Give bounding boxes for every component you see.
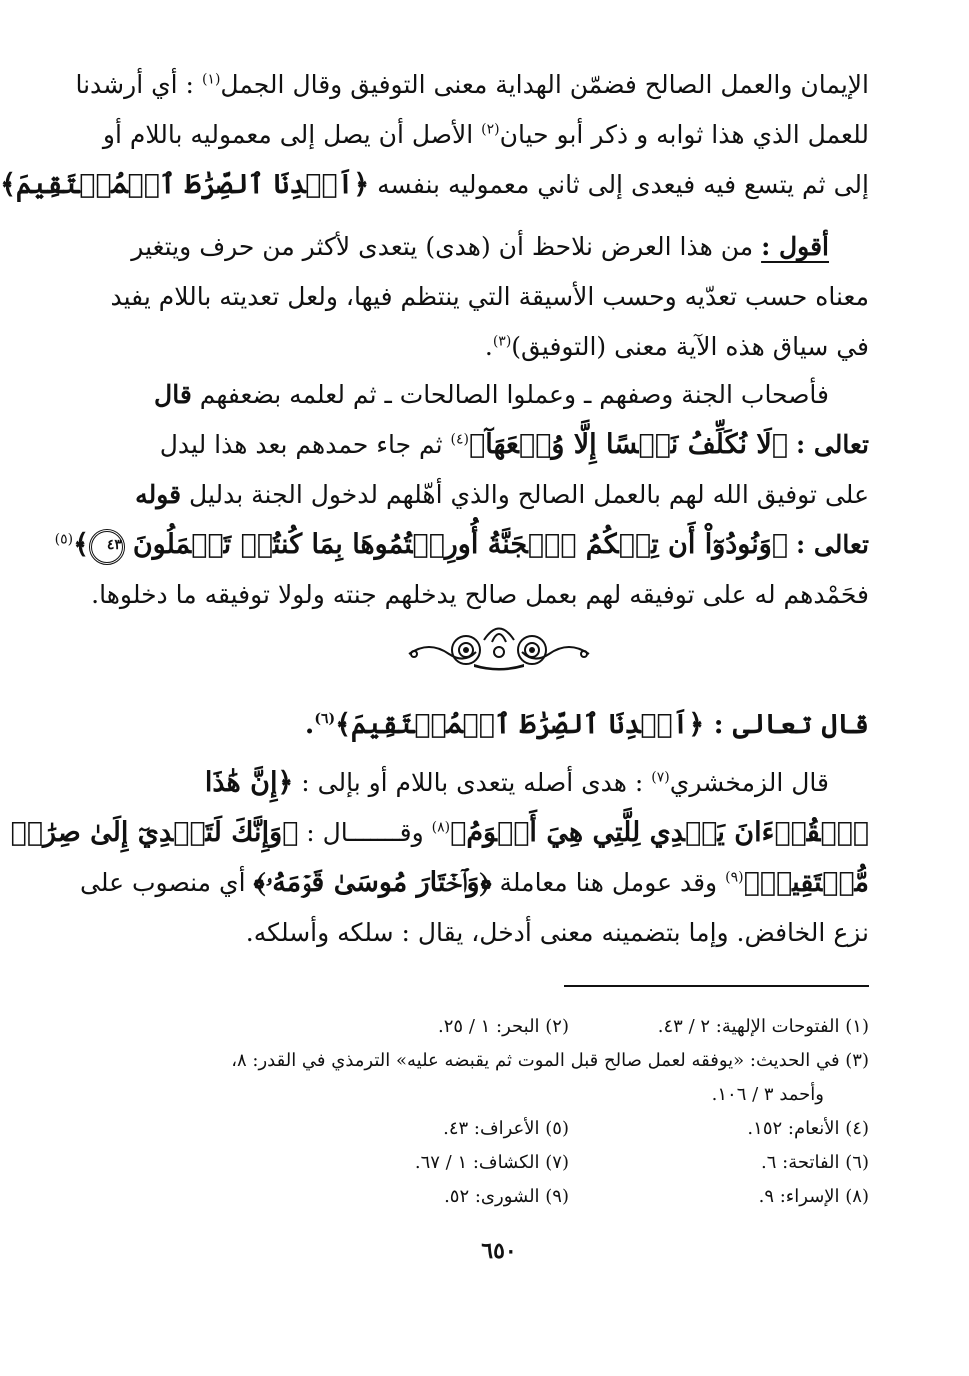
- text-line: [102, 110, 869, 160]
- text-run: وقد عومل هنا معاملة: [499, 868, 718, 897]
- text-run: إلى ثم يتسع فيه فيعدى إلى ثاني معموليه بنفسه: [377, 170, 869, 199]
- text-run: أي منصوب على: [80, 868, 246, 897]
- text-line: [124, 758, 869, 808]
- quran-verse: ﴿إِنَّ هَٰذَا: [204, 767, 294, 798]
- footnote: (٨) الإسراء: ٩.: [758, 1186, 869, 1207]
- text-run: فحَمْدهم له على توفيقه لهم بعمل صالح يدخلهم جنته ولولا توفيقه ما دخلوها.: [91, 580, 869, 609]
- text-run: فأصحاب الجنة وصفهم ـ وعملوا الصالحات ـ ثم لعلمه بضعفهم: [199, 380, 829, 409]
- footnote-ref: (٤): [450, 431, 470, 448]
- text-run: تعالى :: [795, 430, 869, 459]
- paradise-paragraph: [54, 370, 869, 620]
- zamakhshari-paragraph: [10, 758, 869, 958]
- footnote: (٤) الأنعام: ١٥٢.: [747, 1118, 869, 1139]
- opening-paragraph: [0, 60, 869, 210]
- text-run: : أي أرشدنا: [75, 70, 194, 99]
- text-run: في سياق هذه الآية معنى (التوفيق): [511, 332, 869, 361]
- footnote-ref: (٥): [54, 531, 74, 548]
- text-line: [124, 908, 869, 958]
- footnote-row: [124, 1146, 869, 1180]
- heading: قال تعالى :: [713, 709, 869, 740]
- text-run: للعمل الذي هذا ثوابه و ذكر أبو حيان: [499, 120, 869, 149]
- text-run: قوله: [135, 480, 182, 509]
- page-number: ٦٥٠: [481, 1238, 517, 1264]
- footnote-row: [124, 1010, 869, 1044]
- footnote-ref: (٨): [431, 819, 451, 836]
- footnotes: [124, 1010, 869, 1214]
- text-line: [75, 60, 869, 110]
- footnote-ref: (٣): [492, 333, 512, 350]
- footnote-row: [124, 1112, 869, 1146]
- text-line: [54, 520, 869, 570]
- footnote-row: [124, 1078, 869, 1112]
- ayah-number-icon: ٤٣: [89, 529, 125, 565]
- text-run: .: [484, 332, 493, 361]
- text-run: : هدى أصله يتعدى باللام أو بإلى :: [301, 768, 644, 797]
- text-run: قال: [154, 380, 192, 409]
- text-run: نزع الخافض. وإما بتضمينه معنى أدخل، يقال : سلكه وأسلكه.: [245, 918, 869, 947]
- text-run: من هذا العرض نلاحظ أن (هدى) يتعدى لأكثر من حرف ويتغير: [131, 232, 754, 261]
- footnote: (٢) البحر: ١ / ٢٥.: [438, 1016, 569, 1037]
- analysis-paragraph: [110, 222, 869, 372]
- text-line: [10, 808, 869, 858]
- text-run: تعالى :: [795, 530, 869, 559]
- footnote: (٦) الفاتحة: ٦.: [761, 1152, 869, 1173]
- footnote-ref: (٢): [481, 121, 500, 138]
- text-line: [124, 420, 869, 470]
- footnote-continuation: وأحمد ٣ / ١٠٦.: [711, 1084, 824, 1105]
- quran-verse: ﴿اَهۡدِنَا ٱلصِّرَٰطَ ٱلۡمُسۡتَقِيمَ﴾: [335, 709, 705, 740]
- quran-verse: ﴿لَا نُكَلِّفُ نَفۡسًا إِلَّا وُسۡعَهَآ﴾: [469, 429, 789, 460]
- footnote-row: [124, 1180, 869, 1214]
- quran-verse: ﴿وَنُودُوٓاْ أَن تِلۡكُمُ ٱلۡجَنَّةُ أُورِثۡتُمُوهَا بِمَا كُنتُمۡ تَعۡمَلُونَ: [132, 529, 789, 560]
- text-line: [0, 160, 869, 210]
- paragraph-label: أقول :: [761, 232, 829, 261]
- quran-verse: ﴿وَإِنَّكَ لَتَهۡدِيٓ إِلَىٰ صِرَٰطٖ: [10, 817, 299, 848]
- footnote-separator: [564, 985, 869, 987]
- quran-verse: مُّسۡتَقِيمٖ﴾: [743, 867, 869, 898]
- footnote-ref: (٧): [651, 769, 670, 786]
- footnote: (٣) في الحديث: «يوفقه لعمل صالح قبل الموت ثم يقبضه عليه» الترمذي في القدر: ٨،: [231, 1050, 869, 1071]
- text-run: الأصل أن يصل إلى معموليه باللام أو: [102, 120, 474, 149]
- quran-verse: ٱلۡقُرۡءَانَ يَهۡدِي لِلَّتِي هِيَ أَقۡوَمُ﴾: [450, 817, 869, 848]
- footnote-ref: (١): [201, 71, 221, 88]
- text-line: [124, 222, 869, 272]
- text-run: وقـــــــال :: [306, 818, 424, 847]
- footnote-ref: (٩): [725, 869, 744, 886]
- text-run: ﴾: [73, 529, 89, 560]
- text-run: الإيمان والعمل الصالح فضمّن الهداية معنى التوفيق وقال الجمل: [220, 70, 869, 99]
- text-line: [80, 858, 869, 908]
- footnote: (٧) الكشاف: ١ / ٦٧.: [414, 1152, 569, 1173]
- footnote: (٥) الأعراف: ٤٣.: [443, 1118, 569, 1139]
- text-line: [124, 370, 869, 420]
- text-run: على توفيق الله لهم بالعمل الصالح والذي أهّلهم لدخول الجنة بدليل: [189, 480, 869, 509]
- text-run: معناه حسب تعدّيه وحسب الأسيقة التي ينتظم فيها، ولعل تعديته باللام يفيد: [110, 282, 869, 311]
- section-heading: [124, 700, 869, 750]
- footnote: (١) الفتوحات الإلهية: ٢ / ٤٣.: [657, 1016, 869, 1037]
- footnote: (٩) الشورى: ٥٢.: [444, 1186, 569, 1207]
- quran-verse: ﴿اَهۡدِنَا ٱلصِّرَٰطَ ٱلۡمُسۡتَقِيمَ﴾: [0, 169, 370, 200]
- quran-verse: ﴿وَٱخۡتَارَ مُوسَىٰ قَوۡمَهُۥ﴾: [253, 867, 492, 898]
- text-line: [110, 272, 869, 322]
- footnote-row: [124, 1044, 869, 1078]
- text-run: قال الزمخشري: [669, 768, 829, 797]
- text-run: ثم جاء حمدهم بعد هذا ليدل: [159, 430, 443, 459]
- text-run: .: [304, 709, 315, 740]
- floral-divider-icon: [404, 612, 594, 672]
- text-line: [124, 470, 869, 520]
- text-line: [124, 322, 869, 372]
- footnote-ref: (٦): [314, 711, 336, 727]
